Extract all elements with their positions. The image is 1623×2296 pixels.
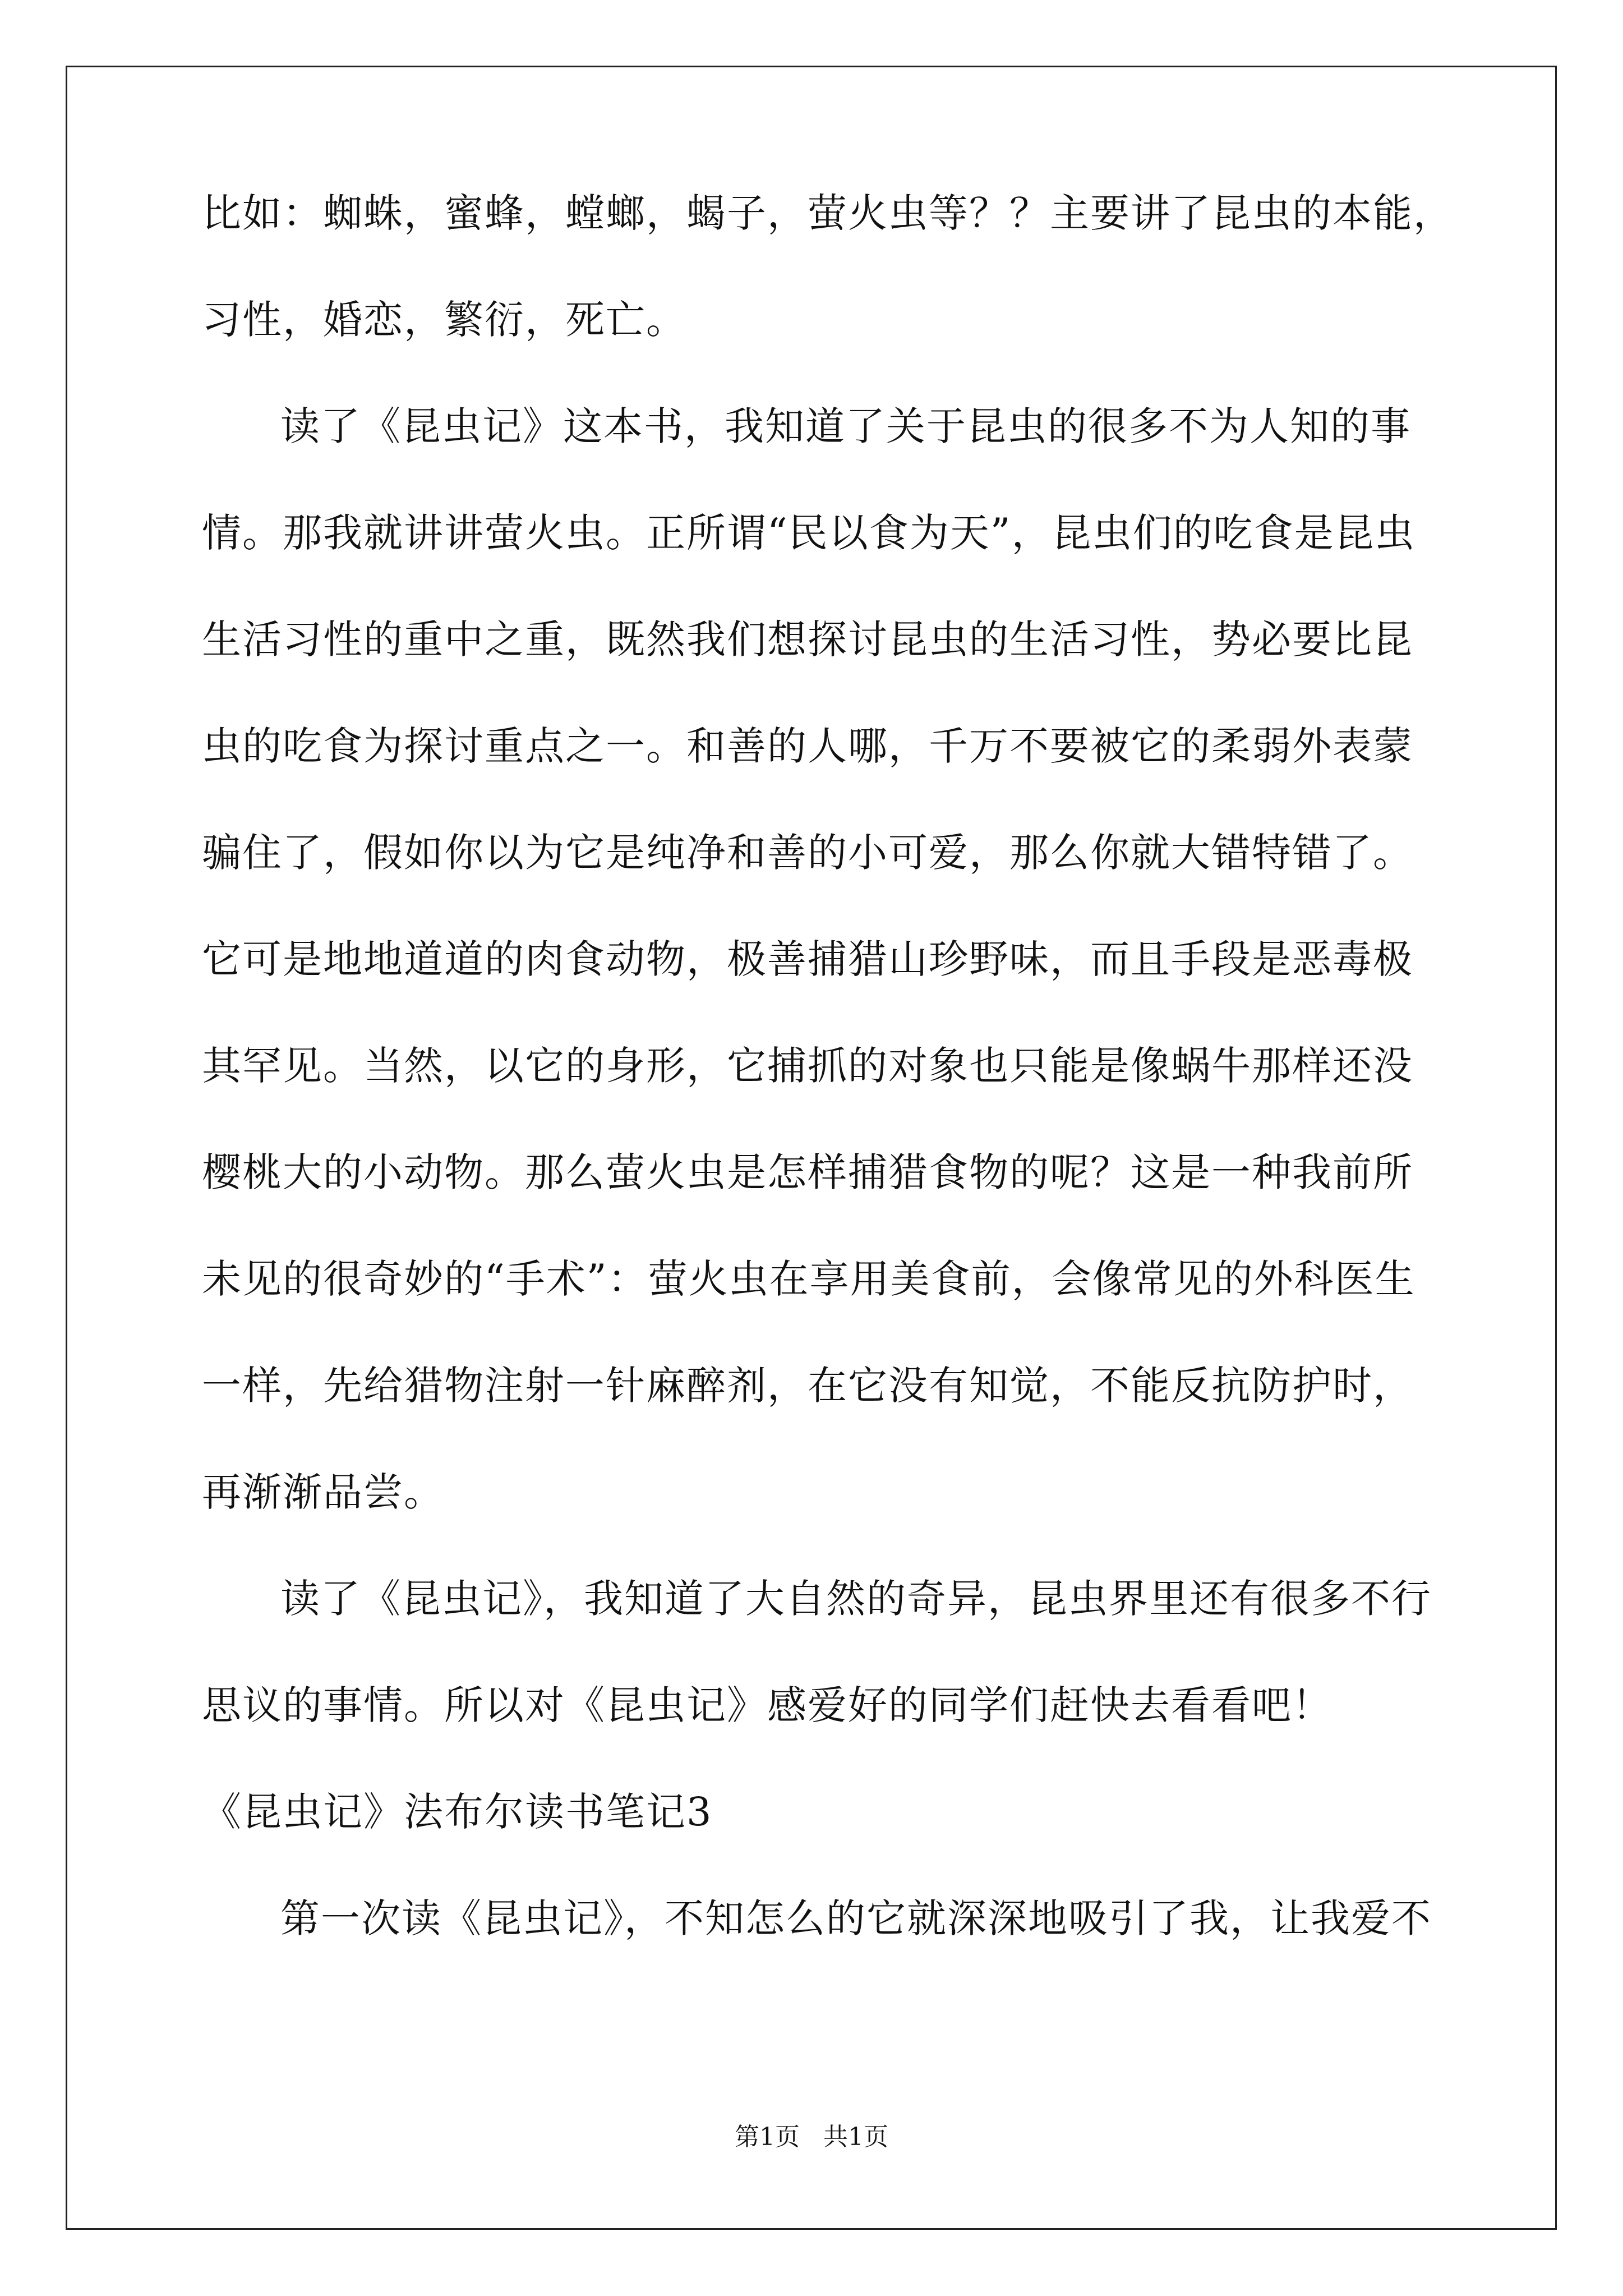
text-line: 一样，先给猎物注射一针麻醉剂，在它没有知觉，不能反抗防护时， — [202, 1363, 1413, 1409]
section-heading: 《昆虫记》法布尔读书笔记3 — [202, 1789, 713, 1835]
text-line: 其罕见。当然，以它的身形，它捕抓的对象也只能是像蜗牛那样还没 — [202, 1043, 1413, 1089]
text-line: 它可是地地道道的肉食动物，极善捕猎山珍野味，而且手段是恶毒极 — [202, 936, 1413, 982]
text-line: 情。那我就讲讲萤火虫。正所谓“民以食为天”，昆虫们的吃食是昆虫 — [202, 510, 1415, 556]
text-line: 生活习性的重中之重，既然我们想探讨昆虫的生活习性，势必要比昆 — [202, 616, 1413, 662]
text-line: 习性，婚恋，繁衍，死亡。 — [202, 297, 686, 343]
page-footer: 第1页 共1页 — [735, 2123, 888, 2151]
text-line: 未见的很奇妙的“手术”：萤火虫在享用美食前，会像常见的外科医生 — [202, 1256, 1415, 1302]
text-line: 再渐渐品尝。 — [202, 1469, 444, 1515]
text-line: 思议的事情。所以对《昆虫记》感爱好的同学们赶快去看看吧！ — [202, 1682, 1332, 1728]
text-line: 比如：蜘蛛，蜜蜂，螳螂，蝎子，萤火虫等？？主要讲了昆虫的本能， — [202, 190, 1454, 236]
text-line: 樱桃大的小动物。那么萤火虫是怎样捕猎食物的呢？这是一种我前所 — [202, 1149, 1413, 1195]
paragraph-start-line: 读了《昆虫记》这本书，我知道了关于昆虫的很多不为人知的事 — [280, 403, 1411, 449]
text-line: 骗住了，假如你以为它是纯净和善的小可爱，那么你就大错特错了。 — [202, 830, 1413, 876]
paragraph-start-line: 第一次读《昆虫记》，不知怎么的它就深深地吸引了我，让我爱不 — [280, 1895, 1432, 1941]
paragraph-start-line: 读了《昆虫记》，我知道了大自然的奇异，昆虫界里还有很多不行 — [280, 1576, 1432, 1622]
text-line: 虫的吃食为探讨重点之一。和善的人哪，千万不要被它的柔弱外表蒙 — [202, 723, 1413, 769]
